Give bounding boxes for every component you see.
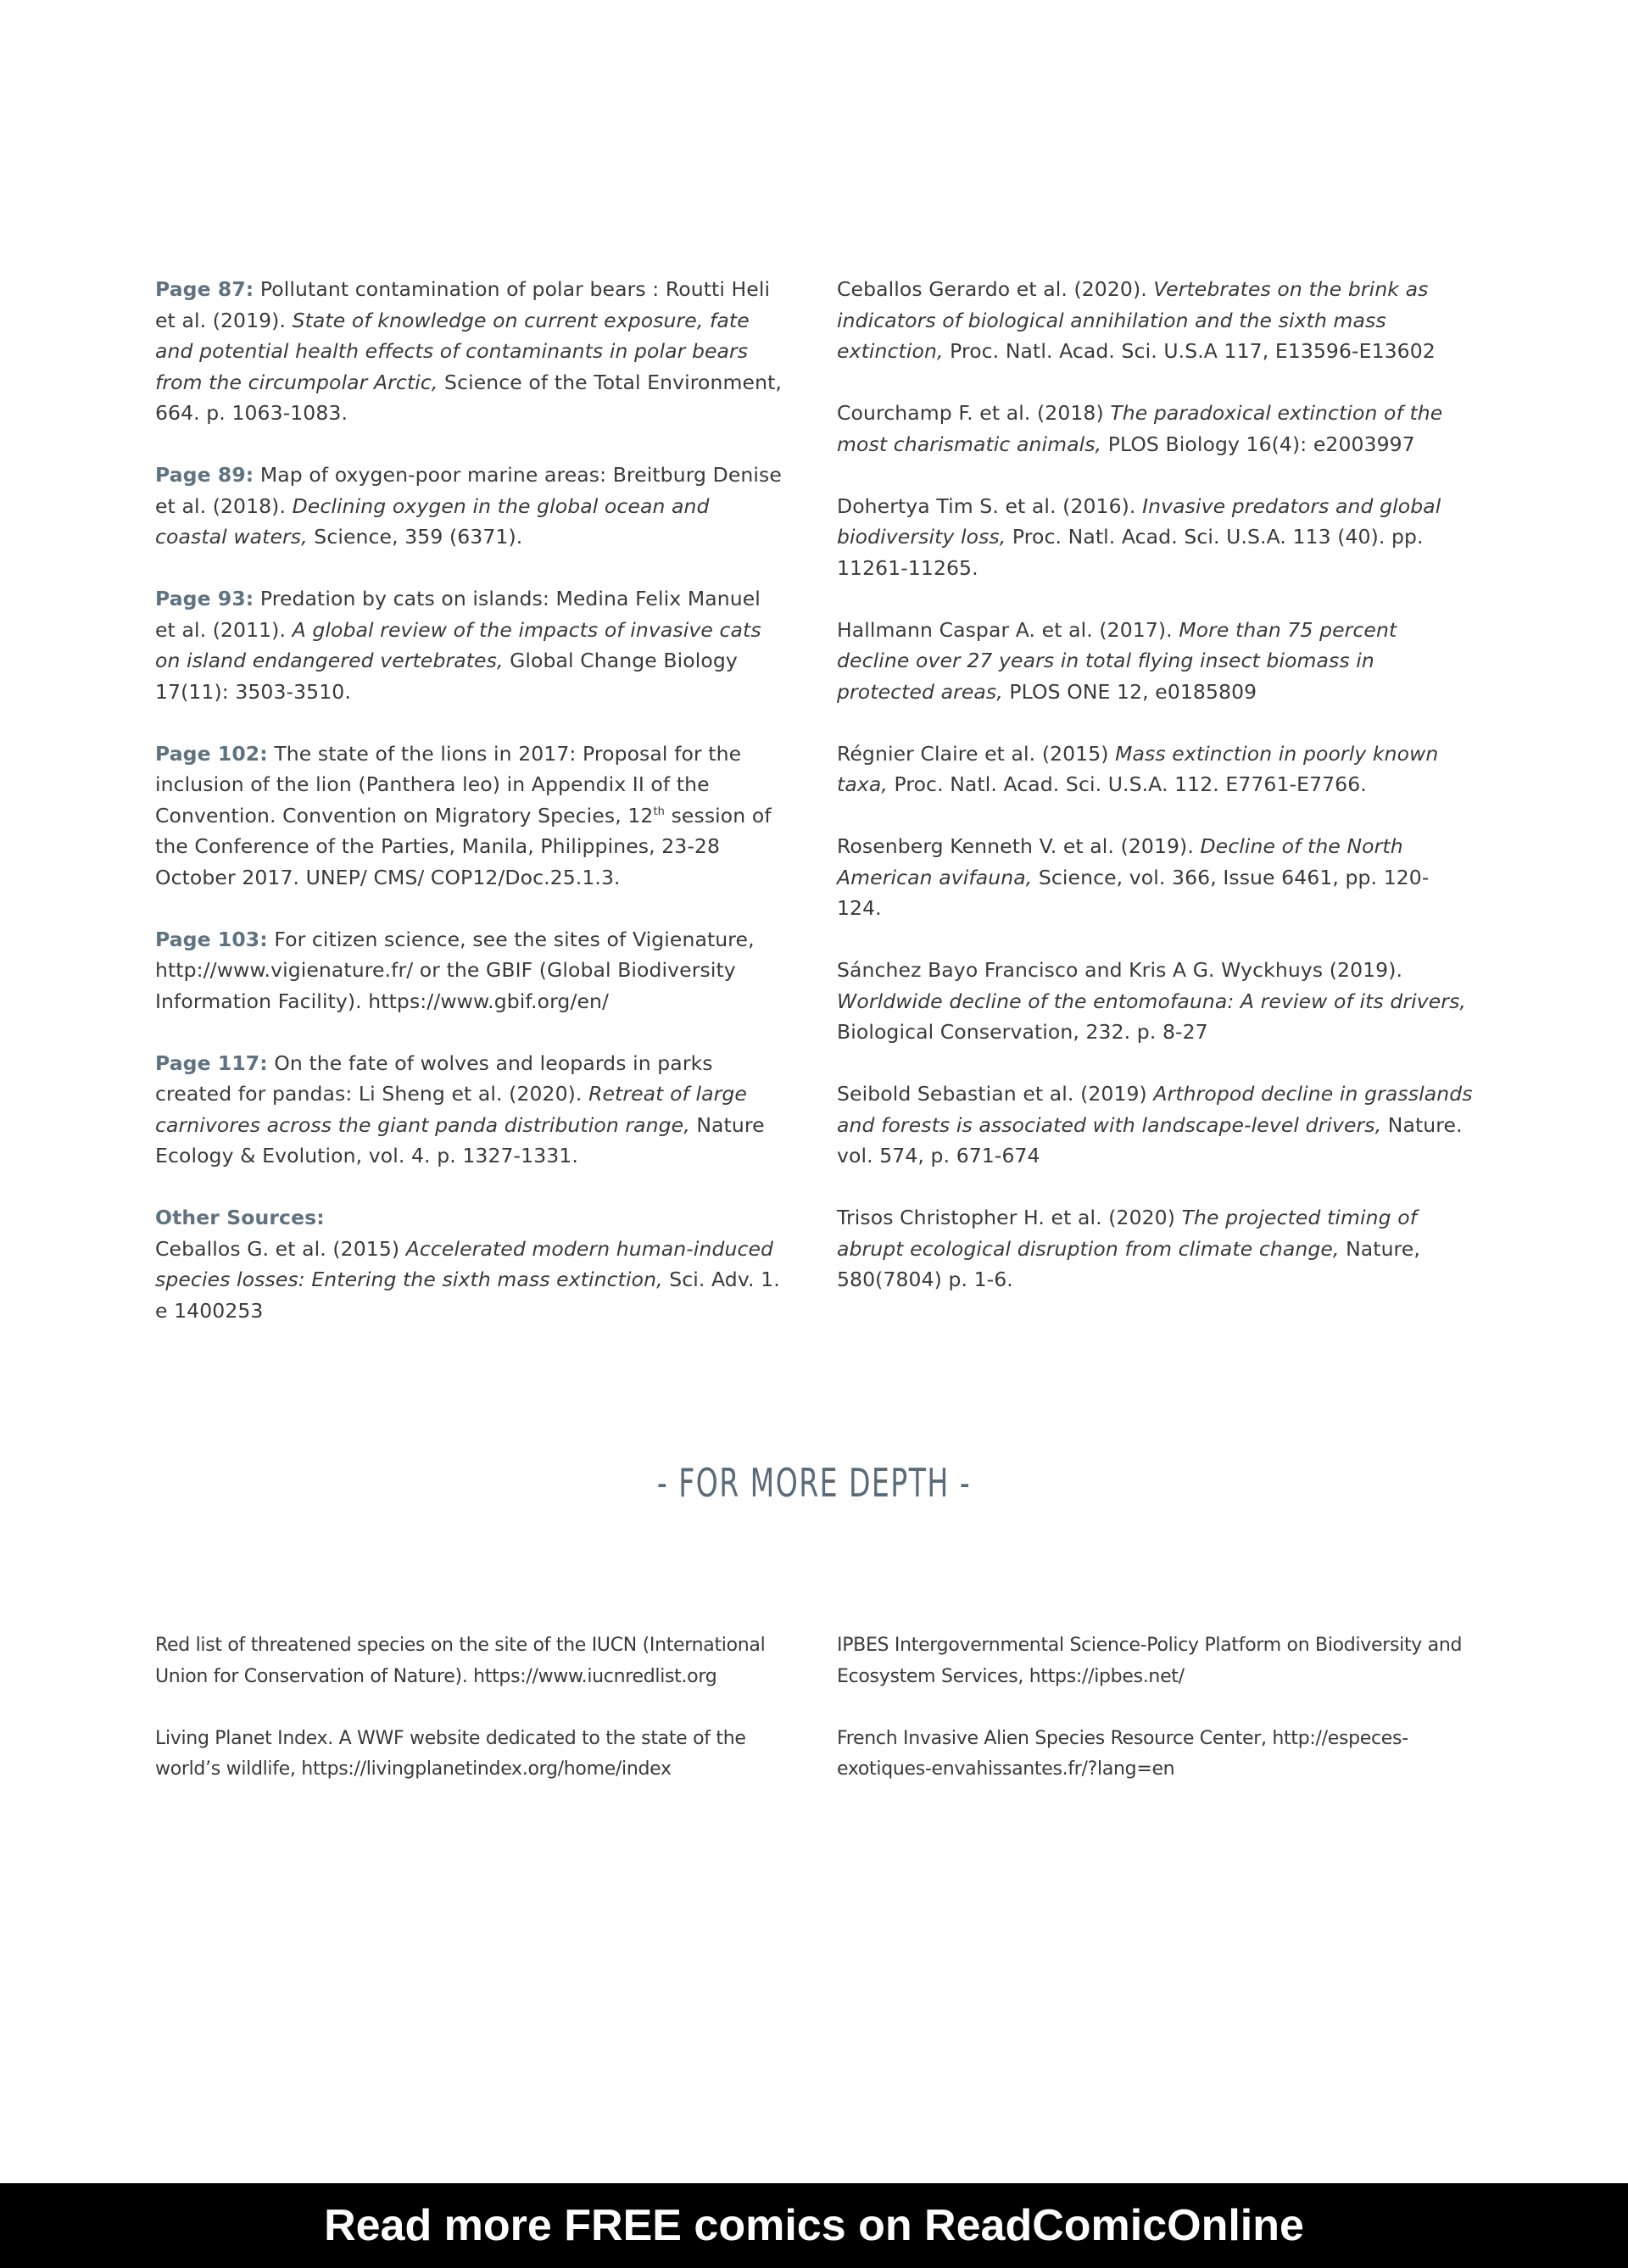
resource-item-ipbes: IPBES Intergovernmental Science-Policy Platform on Biodiversity and Ecosystem Services, https://ipbes.net/ <box>837 1635 1463 1687</box>
reference-ceballos-2020 <box>837 274 1473 367</box>
reference-title: The projected timing of abrupt ecological disruption from climate change, <box>837 1206 1418 1261</box>
reference-dohertya-2016 <box>837 491 1473 584</box>
reference-page-103 <box>155 924 787 1017</box>
reference-text: Seibold Sebastian et al. (2019) <box>837 1082 1154 1106</box>
resource-item-invasive-species-center: French Invasive Alien Species Resource Center, http://especes-exotiques-envahissantes.fr/?lang=en <box>837 1727 1408 1780</box>
reference-label: Page 102: <box>155 741 268 766</box>
reference-label: Page 87: <box>155 277 254 301</box>
resource-item-iucn: Red list of threatened species on the site of the IUCN (International Union for Conservation of Nature). https://www.iucnredlist.org <box>155 1635 766 1687</box>
reference-source: Science of the Total Environment, 664. p. 1063-1083. <box>155 370 782 425</box>
reference-source: Science, vol. 366, Issue 6461, pp. 120-124. <box>837 865 1430 920</box>
reference-title: More than 75 percent decline over 27 years in total flying insect biomass in protected areas, <box>837 617 1397 704</box>
reference-text: Ceballos Gerardo et al. (2020). <box>837 277 1154 301</box>
reference-text: Rosenberg Kenneth V. et al. (2019). <box>837 834 1201 858</box>
reference-source: Science, 359 (6371). <box>307 525 523 549</box>
reference-title: Accelerated modern human-induced species losses: Entering the sixth mass extinction, <box>155 1236 774 1291</box>
reference-source: PLOS ONE 12, e0185809 <box>1002 679 1257 704</box>
reference-page-87 <box>155 274 787 429</box>
reference-source: Nature. vol. 574, p. 671-674 <box>837 1112 1463 1167</box>
reference-label: Page 93: <box>155 587 254 610</box>
references-right-column <box>837 274 1473 1326</box>
reference-source: Proc. Natl. Acad. Sci. U.S.A. 113 (40). pp. 11261-11265. <box>837 525 1424 580</box>
reference-text: Ceballos G. et al. (2015) <box>155 1236 406 1261</box>
reference-sanchez-bayo-2019 <box>837 955 1473 1048</box>
reference-source: Nature, 580(7804) p. 1-6. <box>837 1236 1420 1291</box>
reference-text: Dohertya Tim S. et al. (2016). <box>837 493 1143 518</box>
reference-text: Sánchez Bayo Francisco and Kris A G. Wyckhuys (2019). <box>837 958 1403 982</box>
reference-label: Page 117: <box>155 1050 268 1075</box>
reference-regnier-2015 <box>837 738 1473 800</box>
reference-title: Retreat of large carnivores across the giant panda distribution range, <box>155 1082 747 1137</box>
promo-banner[interactable]: Read more FREE comics on ReadComicOnline <box>0 2183 1628 2268</box>
reference-source: Sci. Adv. 1. e 1400253 <box>155 1268 780 1323</box>
reference-page-93 <box>155 583 787 707</box>
reference-title: A global review of the impacts of invasive cats on island endangered vertebrates, <box>155 617 761 672</box>
reference-title: Declining oxygen in the global ocean and coastal waters, <box>155 493 710 549</box>
reference-page-102 <box>155 738 787 894</box>
reference-title: Invasive predators and global biodiversity loss, <box>837 493 1441 549</box>
reference-courchamp-2018 <box>837 398 1473 460</box>
reference-text: Map of oxygen-poor marine areas: Breitburg Denise et al. (2018). <box>155 463 782 518</box>
reference-rosenberg-2019 <box>837 831 1473 924</box>
reference-text: Hallmann Caspar A. et al. (2017). <box>837 617 1179 642</box>
reference-text: For citizen science, see the sites of Vigienature, http://www.vigienature.fr/ or the GBIF (Global Biodiversity Information Facility). https://www.gbif.org/en/ <box>155 927 755 1013</box>
reference-text: Trisos Christopher H. et al. (2020) <box>837 1206 1182 1229</box>
reference-trisos-2020 <box>837 1202 1473 1296</box>
reference-text: On the fate of wolves and leopards in parks created for pandas: Li Sheng et al. (2020). <box>155 1050 713 1106</box>
reference-superscript: th <box>653 805 666 818</box>
more-depth-left-column <box>155 1630 795 1816</box>
reference-page-89 <box>155 460 787 553</box>
reference-text: The state of the lions in 2017: Proposal for the inclusion of the lion (Panthera leo) in Appendix II of the Convention. Convention on Migratory Species, 12 <box>155 741 742 828</box>
section-title-for-more-depth: - FOR MORE DEPTH - <box>656 1460 972 1506</box>
reference-page-117 <box>155 1048 787 1172</box>
reference-text: Pollutant contamination of polar bears : Routti Heli et al. (2019). <box>155 277 771 332</box>
reference-seibold-2019 <box>837 1078 1473 1172</box>
reference-source: PLOS Biology 16(4): e2003997 <box>1101 432 1415 456</box>
reference-source: Global Change Biology 17(11): 3503-3510. <box>155 649 738 704</box>
reference-hallmann-2017 <box>837 615 1473 708</box>
reference-title: Mass extinction in poorly known taxa, <box>837 741 1439 796</box>
reference-text: Régnier Claire et al. (2015) <box>837 741 1116 766</box>
reference-source: session of the Conference of the Parties, Manila, Philippines, 23-28 October 2017. UNEP/ CMS/ COP12/Doc.25.1.3. <box>155 803 772 889</box>
reference-title: Vertebrates on the brink as indicators of biological annihilation and the sixth mass extinction, <box>837 277 1429 363</box>
reference-text: Courchamp F. et al. (2018) <box>837 401 1111 425</box>
other-sources-heading: Other Sources: <box>155 1206 325 1229</box>
resource-item-living-planet-index: Living Planet Index. A WWF website dedicated to the state of the world’s wildlife, https://livingplanetindex.org/home/index <box>155 1727 746 1780</box>
reference-source: Proc. Natl. Acad. Sci. U.S.A 117, E13596-E13602 <box>943 339 1436 363</box>
reference-source: Nature Ecology & Evolution, vol. 4. p. 1327-1331. <box>155 1112 765 1167</box>
reference-title: State of knowledge on current exposure, fate and potential health effects of contaminants in polar bears from the circumpolar Arctic, <box>155 308 750 394</box>
more-depth-right-column <box>837 1630 1473 1816</box>
reference-label: Page 103: <box>155 927 268 951</box>
reference-label: Page 89: <box>155 463 254 487</box>
reference-source: Biological Conservation, 232. p. 8-27 <box>837 1020 1208 1044</box>
reference-title: Decline of the North American avifauna, <box>837 834 1403 889</box>
reference-title: Worldwide decline of the entomofauna: A review of its drivers, <box>837 989 1466 1013</box>
references-left-column <box>155 274 787 1357</box>
reference-title: The paradoxical extinction of the most charismatic animals, <box>837 401 1443 456</box>
other-sources <box>155 1202 787 1326</box>
reference-title: Arthropod decline in grasslands and forests is associated with landscape-level drivers, <box>837 1082 1473 1137</box>
reference-source: Proc. Natl. Acad. Sci. U.S.A. 112. E7761-E7766. <box>887 772 1367 796</box>
reference-text: Predation by cats on islands: Medina Felix Manuel et al. (2011). <box>155 587 761 642</box>
